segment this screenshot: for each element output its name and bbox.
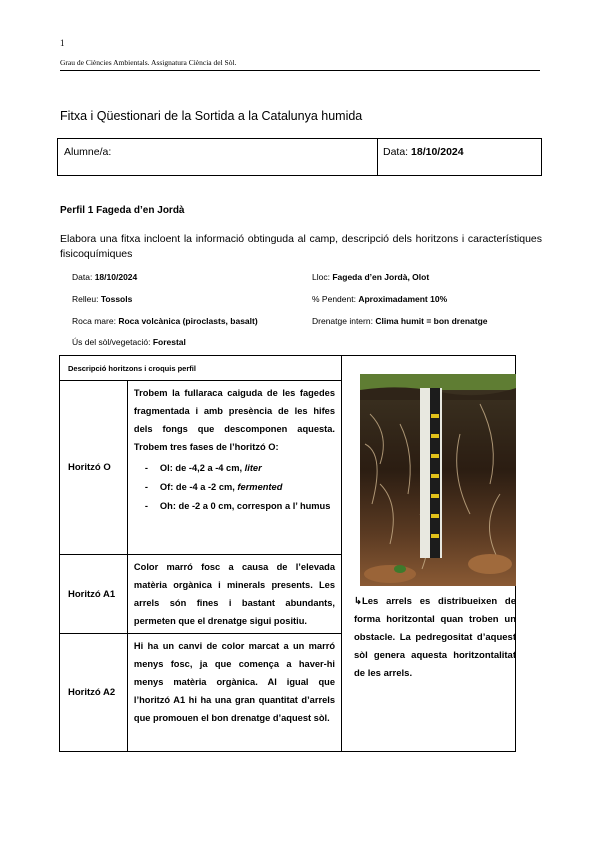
horizons-table-header: Descripció horitzons i croquis perfil <box>60 356 342 381</box>
horizon-a2-name: Horitzó A2 <box>60 634 128 752</box>
info-location-label: Lloc: <box>312 272 330 282</box>
info-land-use-value: Forestal <box>152 337 186 347</box>
info-date-value: 18/10/2024 <box>94 272 138 282</box>
info-bedrock-value: Roca volcànica (piroclasts, basalt) <box>118 316 258 326</box>
info-drainage <box>312 316 488 326</box>
info-relief <box>72 294 132 304</box>
photo-caption: ↳Les arrels es distribueixen de forma horitzontal quan troben un obstacle. La pedregositat d’aquest sòl genera aquesta horitzontalitat de les arrels. <box>354 596 516 679</box>
info-slope-value: Aproximadament 10% <box>358 294 448 304</box>
header-divider <box>60 70 540 71</box>
intro-paragraph: Elabora una fitxa incloent la informació obtinguda al camp, descripció dels horitzons i característiques fisicoquímiques <box>60 233 542 260</box>
info-slope <box>312 294 447 304</box>
info-bedrock <box>72 316 258 326</box>
info-date <box>72 272 137 282</box>
phase-of: - Of: de -4 a -2 cm, fermented <box>160 478 335 497</box>
horizon-a1-name: Horitzó A1 <box>60 555 128 634</box>
horizon-o-name: Horitzó O <box>60 381 128 555</box>
info-bedrock-label: Roca mare: <box>72 316 116 326</box>
phase-oh: - Oh: de -2 a 0 cm, correspon a l’ humus <box>160 497 335 516</box>
horizon-o-description <box>127 381 341 555</box>
student-name-field[interactable]: Alumne/a: <box>64 146 112 158</box>
info-drainage-label: Drenatge intern: <box>312 316 373 326</box>
date-field <box>383 146 464 158</box>
student-info-box <box>57 138 542 176</box>
info-land-use-label: Ús del sòl/vegetació: <box>72 337 151 347</box>
info-land-use <box>72 337 186 347</box>
soil-profile-photo <box>360 374 516 586</box>
page-number: 1 <box>60 38 65 48</box>
info-slope-label: % Pendent: <box>312 294 356 304</box>
document-title: Fitxa i Qüestionari de la Sortida a la Catalunya humida <box>60 109 363 123</box>
student-box-divider <box>377 138 378 176</box>
profile-heading: Perfil 1 Fageda d’en Jordà <box>60 205 185 216</box>
info-relief-value: Tossols <box>100 294 133 304</box>
date-field-label: Data: <box>383 146 409 158</box>
info-location <box>312 272 429 282</box>
info-location-value: Fageda d’en Jordà, Olot <box>332 272 430 282</box>
horizon-o-phases <box>134 459 335 516</box>
info-relief-label: Relleu: <box>72 294 99 304</box>
horizon-a1-description: Color marró fosc a causa de l’elevada matèria orgànica i minerals presents. Les arrels són fines i bastant abundants, permeten que el drenatge sigui positiu. <box>127 555 341 634</box>
date-field-value: 18/10/2024 <box>411 146 464 158</box>
horizon-a2-description: Hi ha un canvi de color marcat a un marró menys fosc, ja que comença a haver-hi menys matèria orgànica. Al igual que l’horitzó A1 hi ha una gran quantitat d’arrels que promouen el bon drenatge d’aquest sòl. <box>127 634 341 752</box>
running-header: Grau de Ciències Ambientals. Assignatura Ciència del Sòl. <box>60 58 237 67</box>
phase-ol: - Ol: de -4,2 a -4 cm, liter <box>160 459 335 478</box>
horizon-o-text: Trobem la fullaraca caiguda de les fagedes fragmentada i amb presència de les hifes dels fongs que descomponen aquesta. Trobem tres fases de l’horitzó O: <box>133 388 336 452</box>
info-drainage-value: Clima humit = bon drenatge <box>375 316 488 326</box>
info-date-label: Data: <box>72 272 93 282</box>
